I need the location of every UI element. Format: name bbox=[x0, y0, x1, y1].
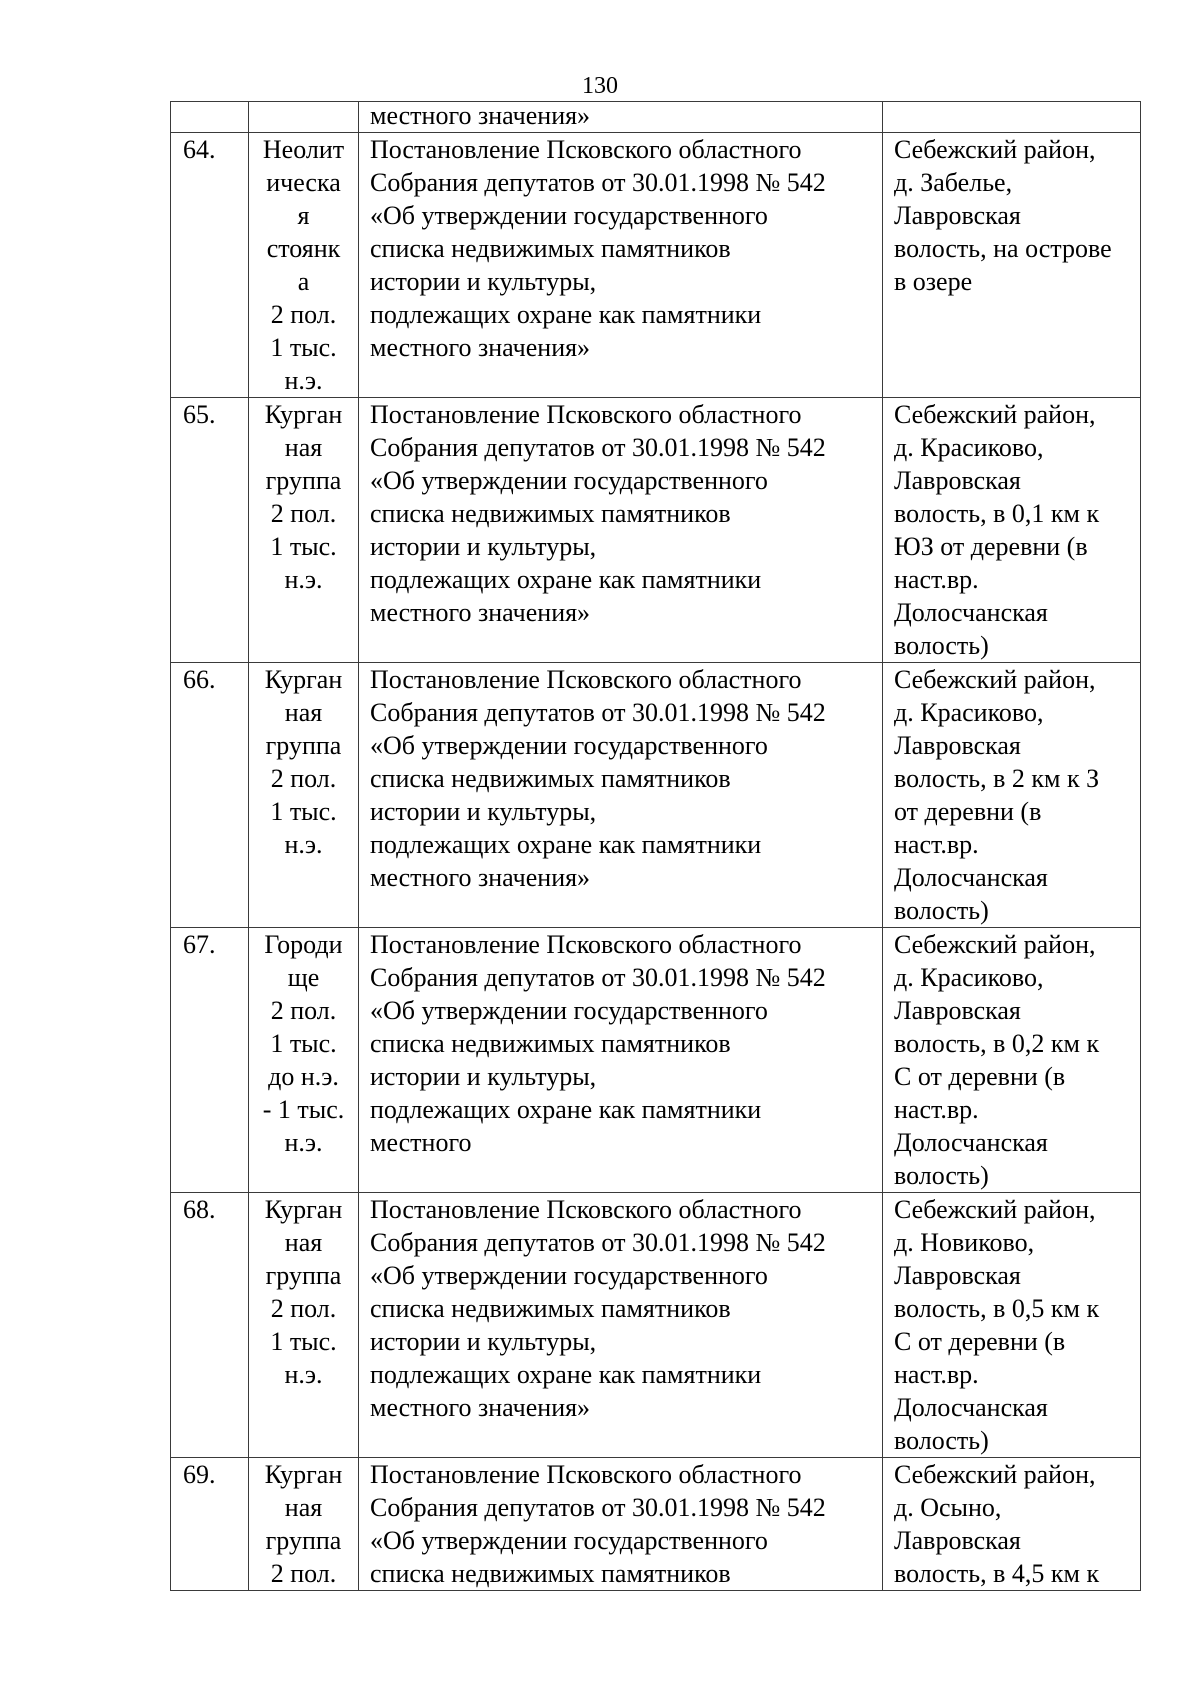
table-row bbox=[171, 133, 1141, 398]
cell-name bbox=[249, 102, 359, 133]
monuments-table bbox=[170, 101, 1141, 1591]
cell-num: 68. bbox=[171, 1193, 249, 1458]
table-row bbox=[171, 928, 1141, 1193]
cell-name: Курган ная группа 2 пол. bbox=[249, 1458, 359, 1591]
cell-location: Себежский район, д. Забелье, Лавровская волость, на острове в озере bbox=[883, 133, 1141, 398]
cell-name: Неолит ическа я стоянк а 2 пол. 1 тыс. н.э. bbox=[249, 133, 359, 398]
cell-location bbox=[883, 102, 1141, 133]
cell-num: 69. bbox=[171, 1458, 249, 1591]
cell-num: 64. bbox=[171, 133, 249, 398]
table-row bbox=[171, 1193, 1141, 1458]
table-row-continuation bbox=[171, 102, 1141, 133]
table-row bbox=[171, 663, 1141, 928]
cell-document: Постановление Псковского областного Собрания депутатов от 30.01.1998 № 542 «Об утверждении государственного списка недвижимых памятников истории и культуры, подлежащих охране как памятники местного значения» bbox=[359, 1193, 883, 1458]
table-row bbox=[171, 398, 1141, 663]
cell-document: Постановление Псковского областного Собрания депутатов от 30.01.1998 № 542 «Об утверждении государственного списка недвижимых памятников истории и культуры, подлежащих охране как памятники местного bbox=[359, 928, 883, 1193]
cell-document: Постановление Псковского областного Собрания депутатов от 30.01.1998 № 542 «Об утверждении государственного списка недвижимых памятников истории и культуры, подлежащих охране как памятники местного значения» bbox=[359, 398, 883, 663]
cell-location: Себежский район, д. Красиково, Лавровская волость, в 2 км к З от деревни (в наст.вр. Долосчанская волость) bbox=[883, 663, 1141, 928]
cell-name: Курган ная группа 2 пол. 1 тыс. н.э. bbox=[249, 1193, 359, 1458]
cell-name: Городи ще 2 пол. 1 тыс. до н.э. - 1 тыс. н.э. bbox=[249, 928, 359, 1193]
cell-num: 66. bbox=[171, 663, 249, 928]
cell-name: Курган ная группа 2 пол. 1 тыс. н.э. bbox=[249, 398, 359, 663]
cell-num: 65. bbox=[171, 398, 249, 663]
cell-document: местного значения» bbox=[359, 102, 883, 133]
cell-name: Курган ная группа 2 пол. 1 тыс. н.э. bbox=[249, 663, 359, 928]
cell-document: Постановление Псковского областного Собрания депутатов от 30.01.1998 № 542 «Об утверждении государственного списка недвижимых памятников bbox=[359, 1458, 883, 1591]
cell-location: Себежский район, д. Осыно, Лавровская волость, в 4,5 км к bbox=[883, 1458, 1141, 1591]
table-row bbox=[171, 1458, 1141, 1591]
cell-location: Себежский район, д. Красиково, Лавровская волость, в 0,2 км к С от деревни (в наст.вр. Долосчанская волость) bbox=[883, 928, 1141, 1193]
cell-num bbox=[171, 102, 249, 133]
cell-location: Себежский район, д. Новиково, Лавровская волость, в 0,5 км к С от деревни (в наст.вр. Долосчанская волость) bbox=[883, 1193, 1141, 1458]
cell-document: Постановление Псковского областного Собрания депутатов от 30.01.1998 № 542 «Об утверждении государственного списка недвижимых памятников истории и культуры, подлежащих охране как памятники местного значения» bbox=[359, 133, 883, 398]
cell-location: Себежский район, д. Красиково, Лавровская волость, в 0,1 км к ЮЗ от деревни (в наст.вр. Долосчанская волость) bbox=[883, 398, 1141, 663]
cell-num: 67. bbox=[171, 928, 249, 1193]
cell-document: Постановление Псковского областного Собрания депутатов от 30.01.1998 № 542 «Об утверждении государственного списка недвижимых памятников истории и культуры, подлежащих охране как памятники местного значения» bbox=[359, 663, 883, 928]
page-number: 130 bbox=[582, 73, 618, 99]
